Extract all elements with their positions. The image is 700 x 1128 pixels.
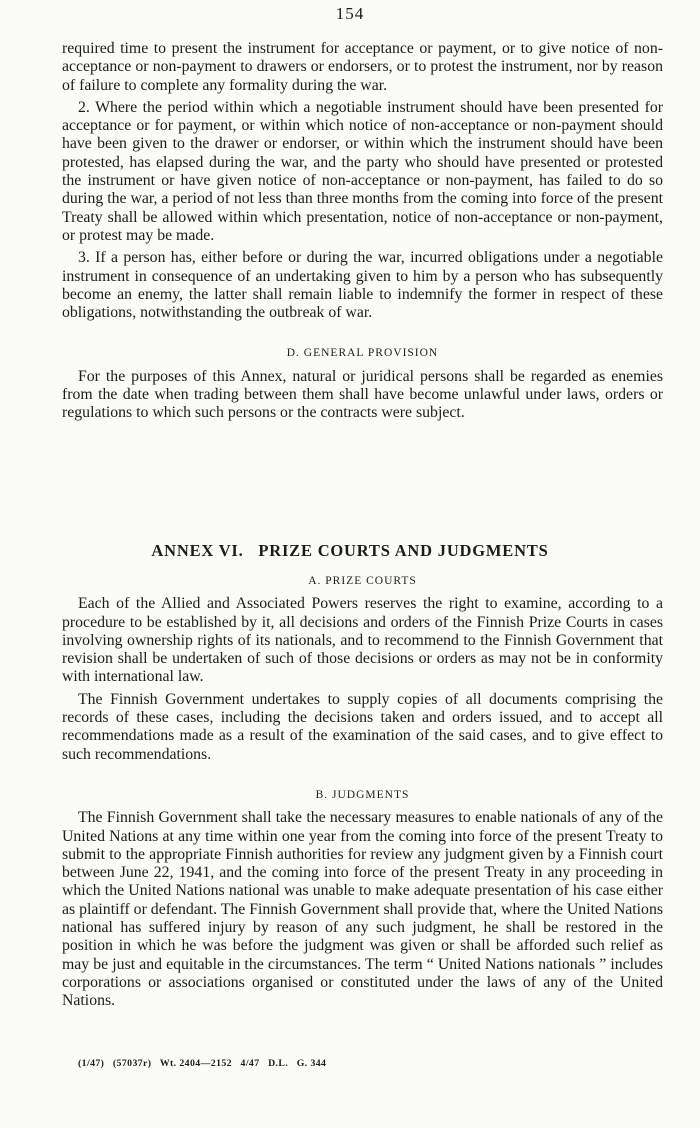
upper-text-block bbox=[62, 40, 663, 427]
general-provision-heading: D. GENERAL PROVISION bbox=[286, 347, 439, 360]
paragraph-3: 3. If a person has, either before or during the war, incurred obligations under a negotiable instrument in consequence of an undertaking given to him by a person who has subsequently become an enemy, the latter shall remain liable to indemnify the former in respect of these obligations, notwithstanding the outbreak of war. bbox=[62, 249, 663, 322]
printer-imprint: (1/47) (57037r) Wt. 2404—2152 4/47 D.L. G. 344 bbox=[78, 1058, 327, 1069]
lower-text-block bbox=[62, 572, 663, 1015]
annex-title bbox=[0, 541, 700, 561]
paragraph-continued: required time to present the instrument for acceptance or payment, or to give notice of non-acceptance or non-payment to drawers or endorsers, or to protest the instrument, nor by reason of failure to complete any formality during the war. bbox=[62, 40, 663, 94]
page-number: 154 bbox=[335, 4, 365, 23]
prize-courts-paragraph-2: The Finnish Government undertakes to supply copies of all documents comprising the records of these cases, including the decisions taken and orders issued, and to accept all recommendations made as a result of the examination of the said cases, and to give effect to such recommendations. bbox=[62, 690, 663, 763]
judgments-heading: B. JUDGMENTS bbox=[315, 788, 410, 801]
judgments-paragraph: The Finnish Government shall take the necessary measures to enable nationals of any of the United Nations at any time within one year from the coming into force of the present Treaty to submit to the appropriate Finnish authorities for review any judgment given by a Finnish court between June 22, 1941, and the coming into force of the present Treaty in any proceeding in which the United Nations national was unable to make adequate presentation of his case either as plaintiff or defendant. The Finnish Government shall provide that, where the United Nations national has suffered injury by reason of any such judgment, he shall be restored in the position in which he was before the judgment was given or shall be afforded such relief as may be just and equitable in the circumstances. The term “ United Nations nationals ” includes corporations or associations organised or constituted under the laws of any of the United Nations. bbox=[62, 809, 663, 1010]
prize-courts-paragraph-1: Each of the Allied and Associated Powers reserves the right to examine, according to a procedure to be established by it, all decisions and orders of the Finnish Prize Courts in cases involving ownership rights of its nationals, and to recommend to the Finnish Government that revision shall be undertaken of such of those decisions or orders as may not be in conformity with international law. bbox=[62, 595, 663, 686]
prize-courts-heading: A. PRIZE COURTS bbox=[308, 575, 417, 587]
paragraph-2: 2. Where the period within which a negotiable instrument should have been presented for acceptance or for payment, or within which notice of non-acceptance or non-payment should have been given to the drawer or endorser, or within which the instrument should have been protested, has elapsed during the war, and the party who should have presented or protested the instrument or have given notice of non-acceptance or non-payment, has failed to do so during the war, a period of not less than three months from the coming into force of the present Treaty shall be allowed within which presentation, notice of non-acceptance or non-payment, or protest may be made. bbox=[62, 98, 663, 244]
general-provision-text: For the purposes of this Annex, natural or juridical persons shall be regarded as enemies from the date when trading between them shall have become unlawful under laws, orders or regulations to which such persons or the contracts were subject. bbox=[62, 367, 663, 422]
annex-title-text: ANNEX VI. PRIZE COURTS AND JUDGMENTS bbox=[151, 541, 549, 560]
